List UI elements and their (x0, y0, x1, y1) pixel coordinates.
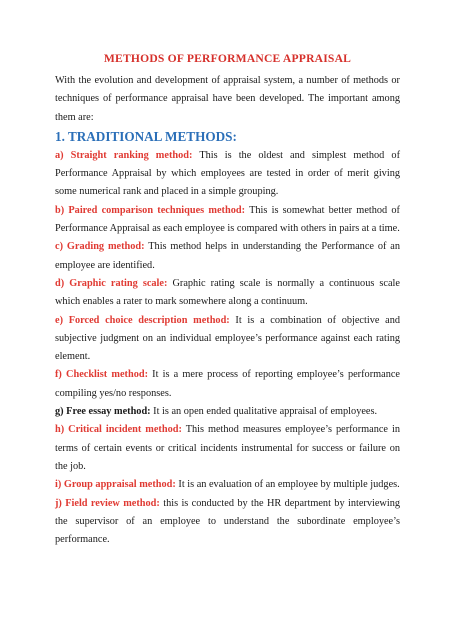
method-text: It is a mere process of reporting employee’s performance compiling yes/no responses. (55, 369, 400, 399)
method-text: It is an evaluation of an employee by multiple judges. (175, 479, 400, 491)
method-label: a) Straight ranking method: (55, 149, 193, 161)
method-text: This is somewhat better method of Performance Appraisal as each employee is compared with others in pairs at a time. (55, 204, 400, 235)
method-item-d (55, 275, 400, 312)
section-heading: 1. TRADITIONAL METHODS: (55, 128, 237, 144)
method-label: i) Group appraisal method: (55, 479, 176, 491)
method-label: b) Paired comparison techniques method: (55, 204, 246, 216)
method-text: Graphic rating scale is normally a continuous scale which enables a rater to mark somewhere along a continuum. (55, 277, 400, 308)
method-item-g (55, 403, 400, 421)
page-title: METHODS OF PERFORMANCE APPRAISAL (103, 52, 352, 65)
method-item-a (55, 147, 400, 202)
method-label: h) Critical incident method: (55, 424, 182, 436)
method-item-h (55, 421, 400, 476)
method-label: g) Free essay method: (55, 406, 151, 418)
method-text: this is conducted by the HR department by interviewing the supervisor of an employee to understand the subordinate employee’s performance. (55, 497, 400, 546)
method-text: This method helps in understanding the Performance of an employee are identified. (55, 241, 401, 271)
method-text: This method measures employee’s performance in terms of certain events or critical incidents instrumental for success or failure on the job. (55, 424, 400, 472)
method-item-i (55, 476, 400, 494)
method-item-j (55, 495, 400, 550)
method-label: c) Grading method: (55, 241, 145, 253)
method-label: e) Forced choice description method: (55, 314, 230, 326)
method-text: It is an open ended qualitative appraisal of employees. (150, 406, 378, 418)
method-text: It is a combination of objective and subjective judgment on an individual employee’s performance against each rating element. (55, 314, 400, 363)
method-item-e (55, 312, 400, 367)
method-item-c (55, 238, 400, 275)
method-label: d) Graphic rating scale: (55, 277, 168, 289)
method-label: f) Checklist method: (55, 369, 148, 381)
method-item-b (55, 202, 400, 239)
method-label: j) Field review method: (55, 497, 160, 509)
method-text: This is the oldest and simplest method of Performance Appraisal by which employees are tested in order of merit giving some numerical rank and placed in a simple grouping. (55, 149, 400, 198)
intro-paragraph: With the evolution and development of appraisal system, a number of methods or techniques of performance appraisal have been developed. The important among them are: (55, 75, 400, 123)
method-item-f (55, 366, 400, 403)
